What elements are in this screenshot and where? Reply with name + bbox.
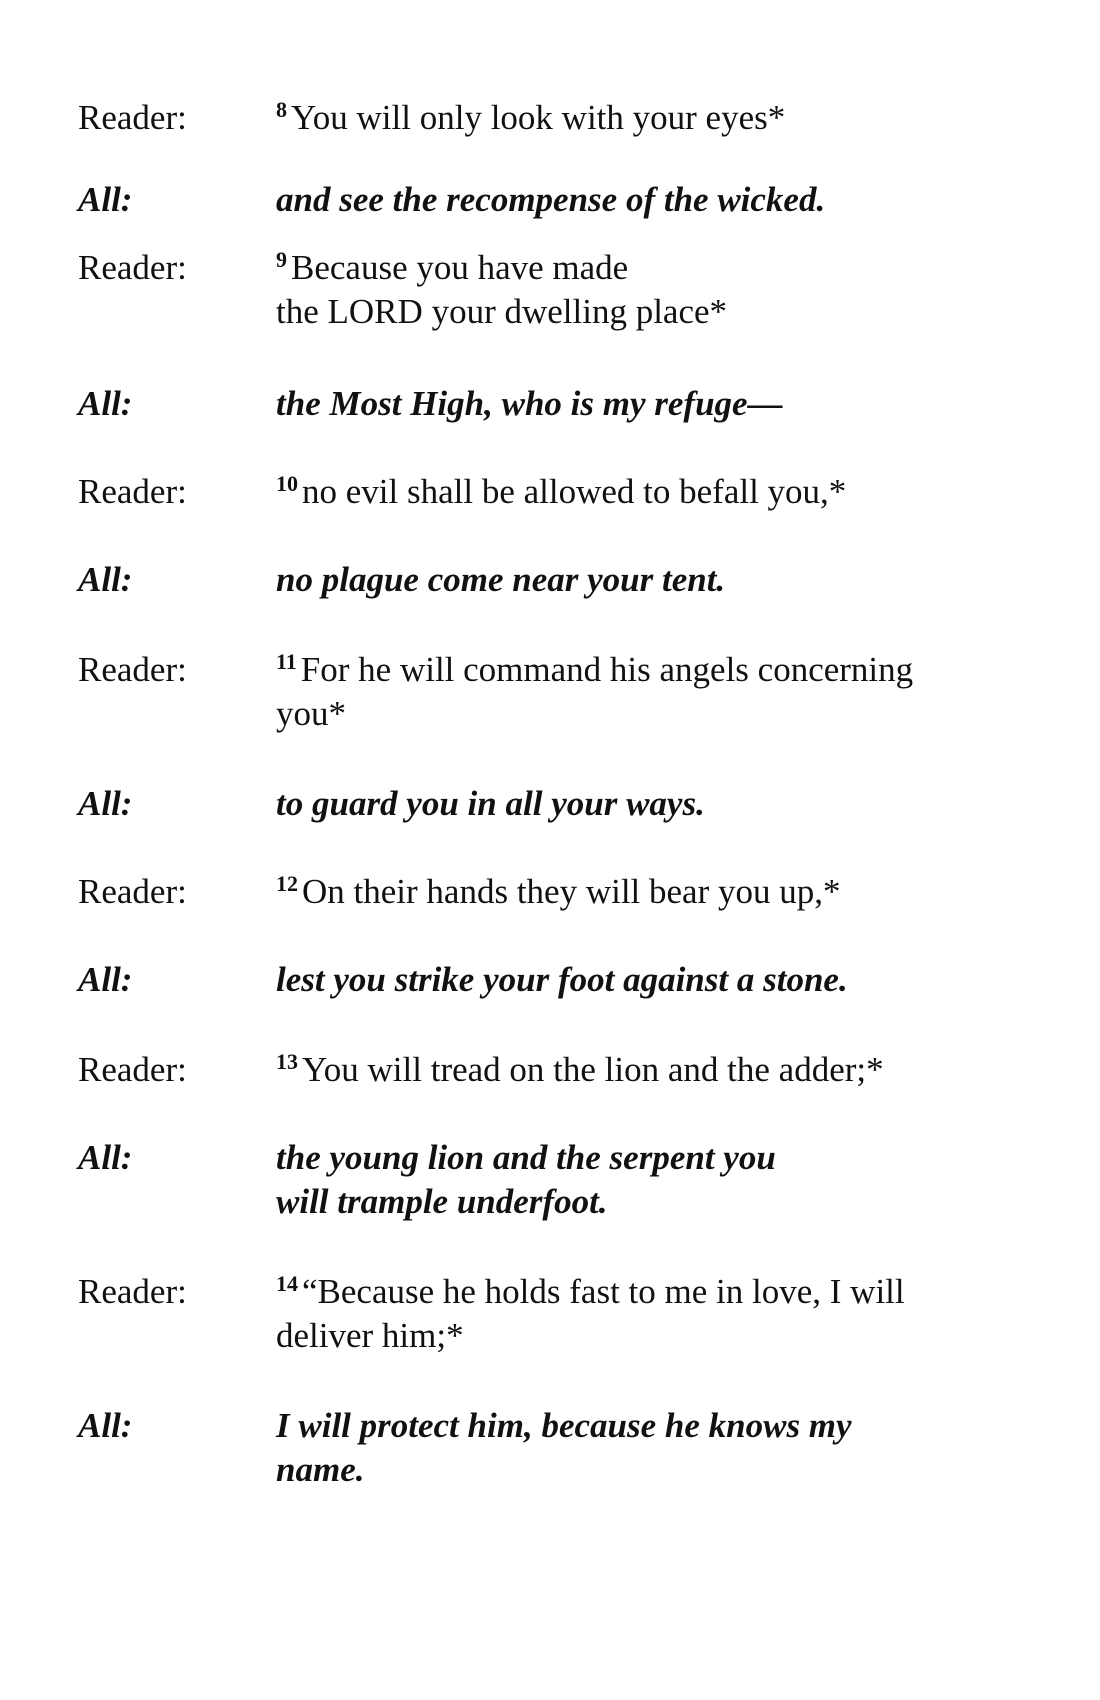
verse-number: 9: [276, 247, 287, 272]
reading-text: [276, 870, 1006, 914]
text-line-suffix: your dwelling place*: [422, 292, 728, 331]
reading-text: [276, 470, 1006, 514]
speaker-label: Reader:: [78, 98, 187, 137]
speaker-label: Reader:: [78, 1050, 187, 1089]
speaker-label: Reader:: [78, 248, 187, 287]
text-line-content: On their hands they will bear you up,*: [302, 872, 841, 911]
response-text: [276, 782, 1006, 826]
text-line: deliver him;*: [276, 1316, 464, 1355]
text-line: [276, 870, 1006, 914]
verse-number: 11: [276, 649, 297, 674]
speaker-label: All:: [78, 1138, 133, 1177]
text-line: [276, 246, 1006, 290]
text-line: lest you strike your foot against a stone.: [276, 960, 848, 999]
text-line: [276, 1270, 1006, 1314]
verse-number: 10: [276, 471, 298, 496]
text-line: you*: [276, 694, 346, 733]
response-text: [276, 178, 1006, 222]
verse-number: 14: [276, 1271, 298, 1296]
reading-text: [276, 648, 1006, 736]
speaker-label: Reader:: [78, 1272, 187, 1311]
text-line: the young lion and the serpent you: [276, 1138, 776, 1177]
speaker-label: Reader:: [78, 872, 187, 911]
speaker-label: All:: [78, 784, 133, 823]
reading-text: [276, 246, 1006, 334]
response-text: [276, 958, 1006, 1002]
text-line: [276, 470, 1006, 514]
speaker-label: Reader:: [78, 650, 187, 689]
text-line: no plague come near your tent.: [276, 560, 726, 599]
text-line: [276, 290, 1006, 334]
lord-initial: L: [327, 292, 349, 331]
text-line-content: You will only look with your eyes*: [291, 98, 786, 137]
text-line: [276, 96, 1006, 140]
text-line: [276, 1048, 1006, 1092]
response-text: [276, 1404, 1006, 1492]
speaker-label: All:: [78, 560, 133, 599]
reading-text: [276, 1048, 1006, 1092]
reading-text: [276, 1270, 1006, 1358]
text-line-content: You will tread on the lion and the adder;*: [302, 1050, 884, 1089]
text-line: [276, 648, 1006, 692]
text-line-prefix: the: [276, 292, 328, 331]
verse-number: 13: [276, 1049, 298, 1074]
text-line: I will protect him, because he knows my: [276, 1406, 852, 1445]
text-line: the Most High, who is my refuge—: [276, 384, 783, 423]
text-line: name.: [276, 1450, 365, 1489]
text-line-content: For he will command his angels concerning: [300, 650, 914, 689]
text-line-content: Because you have made: [291, 248, 629, 287]
speaker-label: All:: [78, 384, 133, 423]
text-line: to guard you in all your ways.: [276, 784, 705, 823]
speaker-label: All:: [78, 1406, 133, 1445]
speaker-label: All:: [78, 960, 133, 999]
text-line-content: no evil shall be allowed to befall you,*: [302, 472, 847, 511]
response-text: [276, 558, 1006, 602]
speaker-label: All:: [78, 180, 133, 219]
text-line: will trample underfoot.: [276, 1182, 608, 1221]
verse-number: 8: [276, 97, 287, 122]
text-line-content: “Because he holds fast to me in love, I will: [302, 1272, 905, 1311]
verse-number: 12: [276, 871, 298, 896]
speaker-label: Reader:: [78, 472, 187, 511]
reading-text: [276, 96, 1006, 140]
response-text: [276, 1136, 1006, 1224]
lord-smallcaps: ORD: [348, 292, 423, 331]
text-line: and see the recompense of the wicked.: [276, 180, 826, 219]
response-text: [276, 382, 1006, 426]
